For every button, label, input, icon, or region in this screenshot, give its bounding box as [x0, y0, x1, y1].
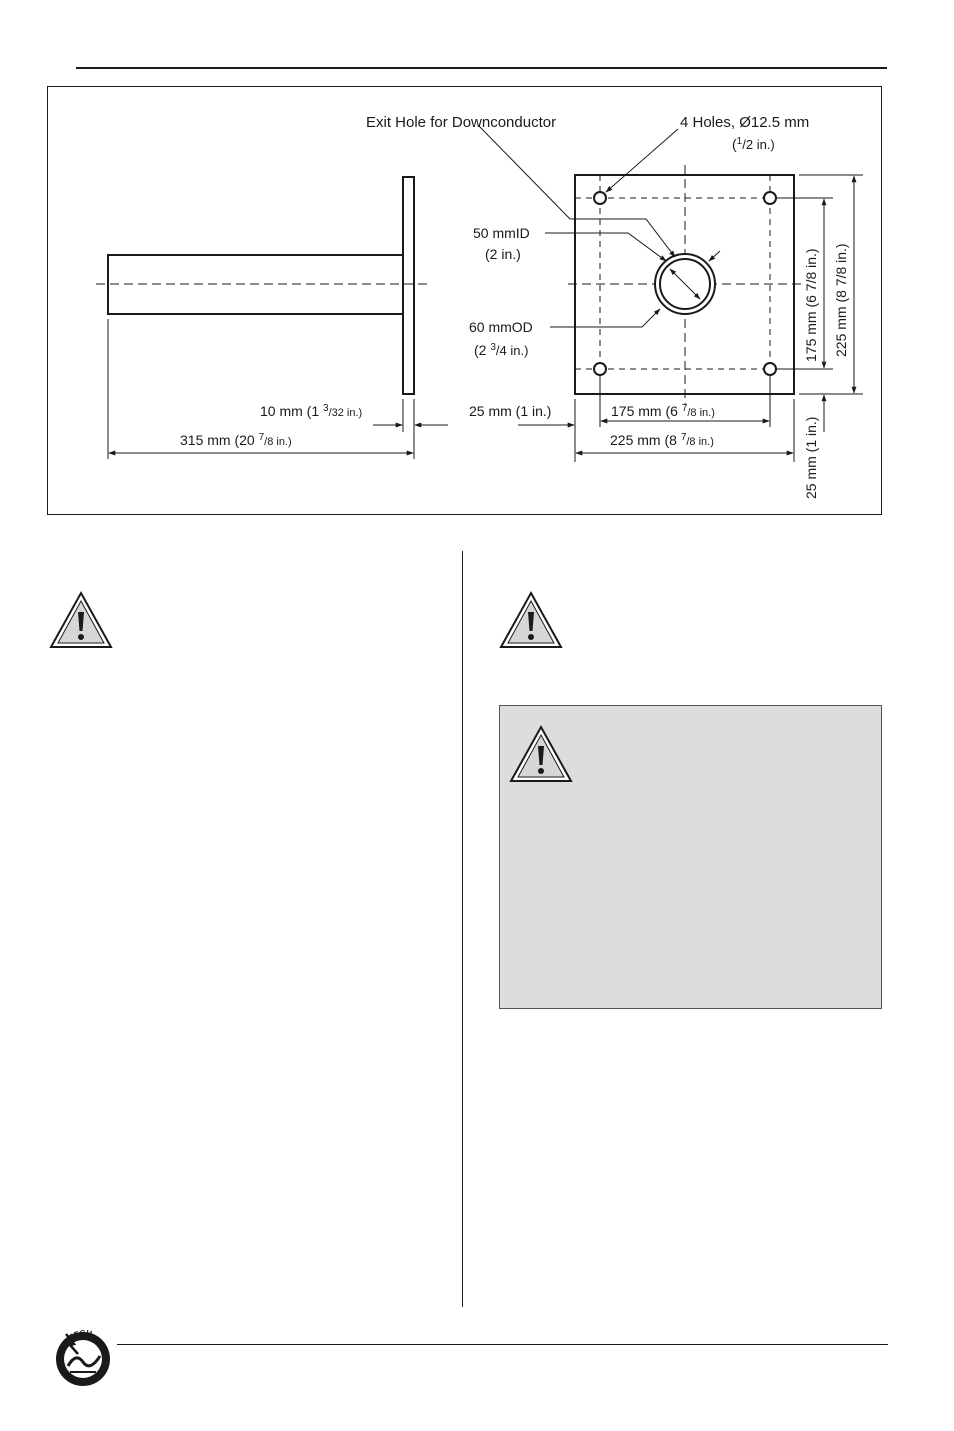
outer-diameter-label: 60 mmOD [469, 319, 533, 335]
hole-spacing-vertical-label: 175 mm (6 7/8 in.) [803, 248, 819, 362]
warning-triangle-icon [498, 590, 564, 655]
plate-width-label: 225 mm (8 $^7_{/8 in.)}$ [610, 432, 714, 448]
flange-plate-side [403, 177, 414, 394]
inner-diameter-label: 50 mmID [473, 225, 530, 241]
edge-offset-vertical-label: 25 mm (1 in.) [803, 416, 819, 499]
exit-hole-label: Exit Hole for Downconductor [366, 114, 557, 131]
hole-spacing-horizontal-label: 175 mm (6 $^7_{/8 in.)}$ [611, 403, 715, 419]
logo-text: ERITECH [57, 1328, 93, 1353]
holes-label: 4 Holes, Ø12.5 mm [680, 114, 810, 131]
eritech-logo-icon [50, 1322, 116, 1393]
plate-height-vertical-label: 225 mm (8 7/8 in.) [833, 243, 849, 357]
holes-label-inch: ($^1$/2 in.) [732, 136, 775, 152]
mount-hole [594, 192, 606, 204]
caution-note-box [499, 705, 882, 1009]
warning-triangle-icon [508, 724, 574, 789]
tube-length-label: 315 mm (20 $^7_{/8 in.)}$ [180, 432, 292, 448]
inner-diameter-label-inch: (2 in.) [485, 246, 521, 262]
technical-drawing [47, 86, 882, 515]
footer-rule [117, 1344, 888, 1345]
mount-hole [764, 363, 776, 375]
outer-diameter-label-inch: (2 $^3$/4 in.) [474, 342, 529, 358]
column-divider [462, 551, 463, 1307]
header-rule [76, 67, 887, 69]
warning-triangle-icon [48, 590, 114, 655]
flange-thickness-label: 10 mm (1 $^3_{/32 in.)}$ [260, 403, 363, 419]
mount-hole [594, 363, 606, 375]
mount-hole [764, 192, 776, 204]
edge-offset-horizontal-label: 25 mm (1 in.) [469, 403, 552, 419]
